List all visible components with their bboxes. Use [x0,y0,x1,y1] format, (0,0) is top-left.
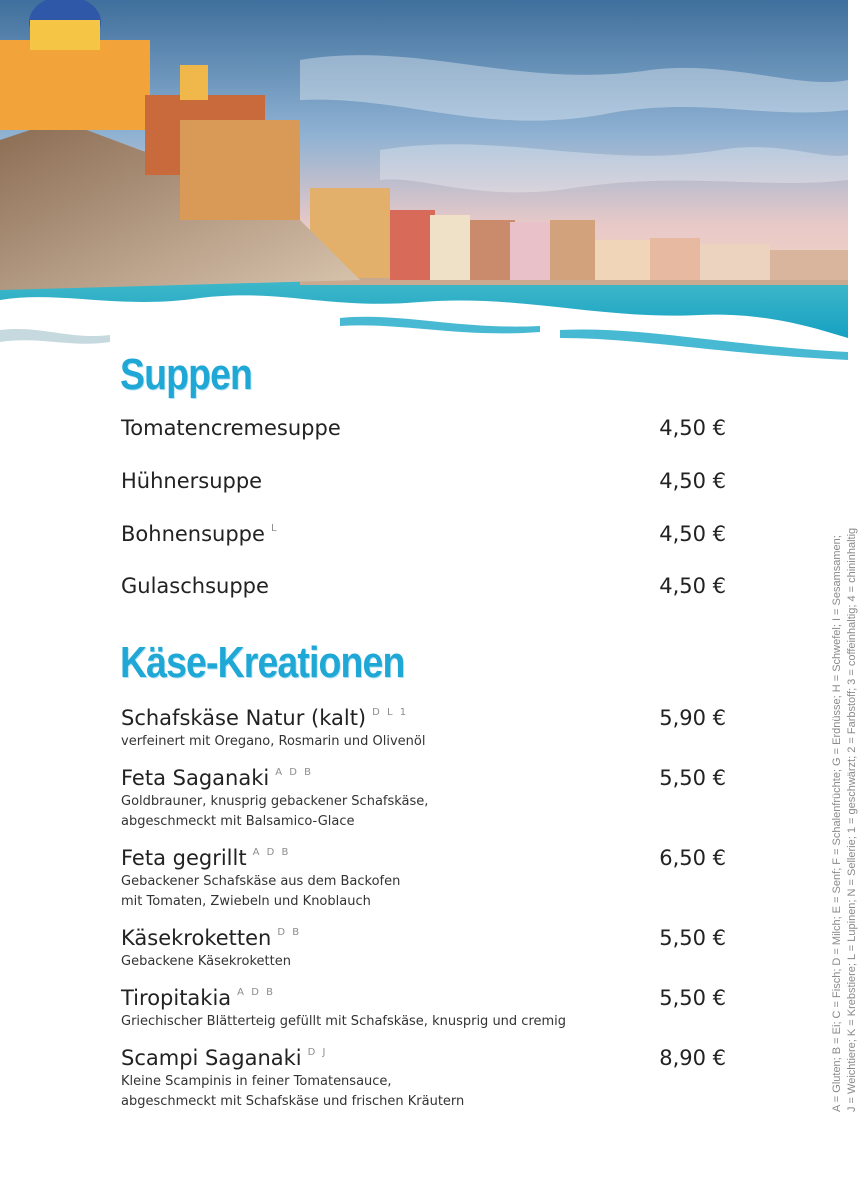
allergen-legend [830,452,860,1112]
allergen-codes: D L 1 [372,707,409,718]
allergen-codes: A D B [237,987,275,998]
menu-item-price: 5,50 € [659,766,726,790]
menu-item-price: 5,90 € [659,706,726,730]
menu-item-description: Griechischer Blätterteig gefüllt mit Schafskäse, knusprig und cremig [121,1014,567,1029]
menu-item-name: Feta gegrillt $^{A D B}$ [121,846,291,870]
menu-item-description: Gebackene Käsekroketten [121,954,291,969]
allergen-legend-line: J = Weichtiere; K = Krebstiere; L = Lupinen; N = Sellerie; 1 = geschwärzt; 2 = Farbstoff; 3 = coffeinhaltig; 4 = chininhaltig [846,527,858,1112]
allergen-codes: A D B [275,767,313,778]
menu-item-name: Schafskäse Natur (kalt) $^{D L 1}$ [121,706,409,730]
menu-item-name: Scampi Saganaki $^{D J}$ [121,1046,328,1070]
menu-item-price: 6,50 € [659,846,726,870]
menu-item-description: verfeinert mit Oregano, Rosmarin und Olivenöl [121,734,426,749]
allergen-codes: D B [277,927,302,938]
menu-item-name: Hühnersuppe [121,469,263,493]
section-title-suppen: Suppen [120,350,253,399]
menu-item-name: Tomatencremesuppe [121,416,341,440]
allergen-codes: A D B [252,847,291,858]
allergen-codes: L [270,523,279,534]
menu-item-price: 4,50 € [659,416,726,440]
section-title-kaese-kreationen: Käse-Kreationen [120,638,405,687]
menu-item-price: 8,90 € [659,1046,726,1070]
menu-item-price: 4,50 € [659,574,726,598]
menu-item-name: Tiropitakia $^{A D B}$ [121,986,275,1010]
menu-item-description: Goldbrauner, knusprig gebackener Schafskäse, abgeschmeckt mit Balsamico-Glace [121,794,429,829]
menu-item-price: 4,50 € [659,522,726,546]
menu-item-description: Gebackener Schafskäse aus dem Backofen mit Tomaten, Zwiebeln und Knoblauch [121,874,401,909]
allergen-legend-line: A = Gluten; B = Ei; C = Fisch; D = Milch; E = Senf; F = Schalenfrüchte; G = Erdnüsse; H = Schwefel; I = Sesamsamen; [831,535,843,1112]
menu-item-price: 5,50 € [659,926,726,950]
menu-item-name: Käsekroketten $^{D B}$ [121,926,302,950]
allergen-codes: D J [307,1047,328,1058]
menu-item-price: 4,50 € [659,469,726,493]
menu-item-description: Kleine Scampinis in feiner Tomatensauce, abgeschmeckt mit Schafskäse und frischen Kräutern [121,1074,465,1109]
menu-item-name: Gulaschsuppe [121,574,269,598]
menu-item-price: 5,50 € [659,986,726,1010]
hero-coastal-town-image [0,0,848,400]
menu-item-name: Feta Saganaki $^{A D B}$ [121,766,313,790]
menu-item-name: Bohnensuppe $^L$ [121,522,279,546]
